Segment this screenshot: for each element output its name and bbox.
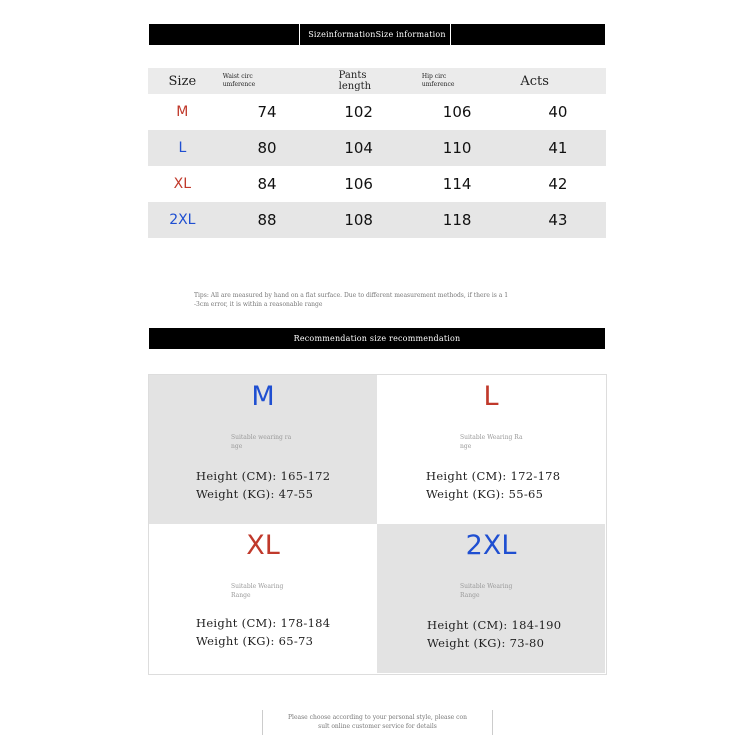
row-size: M xyxy=(176,104,189,120)
row-hip: 114 xyxy=(442,175,472,193)
row-pants: 104 xyxy=(317,130,399,166)
header-divider-box xyxy=(299,24,451,45)
suitable-line-2: Range xyxy=(231,592,251,599)
card-m xyxy=(149,375,377,524)
suitable-line-2: nge xyxy=(231,443,243,450)
row-size: XL xyxy=(173,176,192,192)
row-hip: 110 xyxy=(400,130,515,166)
suitable-line-1: Suitable Wearing Ra xyxy=(460,434,523,441)
card-l xyxy=(377,375,605,524)
note-line-1: Please choose according to your personal style, please con xyxy=(288,714,467,721)
size-information-header xyxy=(149,24,605,45)
header-pants-length xyxy=(317,68,399,94)
recommendation-grid xyxy=(148,374,607,675)
recommendation-header xyxy=(149,328,605,349)
row-acts: 42 xyxy=(548,175,568,193)
card-suitable-label xyxy=(460,582,512,600)
row-pants: 106 xyxy=(344,175,373,193)
card-weight: Weight (KG): 65-73 xyxy=(196,634,314,648)
card-size: L xyxy=(483,381,499,412)
header-waist xyxy=(217,68,318,94)
row-acts: 40 xyxy=(548,103,568,121)
card-measurements xyxy=(426,467,560,503)
row-waist: 88 xyxy=(217,202,318,238)
header-pants-text: Pants length xyxy=(338,70,372,92)
note-line-2: sult online customer service for details xyxy=(318,723,437,730)
size-information-title: SizeinformationSize information xyxy=(308,30,446,39)
suitable-line-1: Suitable wearing ra xyxy=(231,434,292,441)
suitable-line-1: Suitable Wearing xyxy=(460,583,513,590)
header-hip xyxy=(400,68,515,94)
card-height: Height (CM): 184-190 xyxy=(427,618,562,632)
card-weight: Weight (KG): 47-55 xyxy=(196,487,314,501)
row-acts: 41 xyxy=(514,130,606,166)
customer-service-note xyxy=(262,710,493,735)
card-size: XL xyxy=(246,530,280,561)
row-waist: 80 xyxy=(217,130,318,166)
header-acts: Acts xyxy=(514,68,606,94)
measurement-tips xyxy=(194,291,564,309)
tips-line-1: Tips: All are measured by hand on a flat surface. Due to different measurement methods, if there is a 1 xyxy=(194,292,509,299)
card-height: Height (CM): 178-184 xyxy=(196,616,331,630)
suitable-line-1: Suitable Wearing xyxy=(231,583,284,590)
suitable-line-2: Range xyxy=(460,592,480,599)
card-measurements xyxy=(427,616,561,652)
size-table xyxy=(148,68,606,238)
table-row-xl xyxy=(148,166,606,202)
row-hip: 106 xyxy=(442,103,472,121)
card-xl xyxy=(149,524,377,673)
row-waist: 74 xyxy=(257,103,277,121)
card-2xl xyxy=(377,524,605,673)
table-header-row xyxy=(148,68,606,94)
row-acts: 43 xyxy=(514,202,606,238)
card-size: 2XL xyxy=(465,530,517,561)
card-suitable-label xyxy=(460,433,523,451)
table-row-2xl xyxy=(148,202,606,238)
card-suitable-label xyxy=(231,582,283,600)
row-pants: 108 xyxy=(317,202,399,238)
row-size: L xyxy=(148,130,217,166)
row-pants: 102 xyxy=(344,103,373,121)
card-measurements xyxy=(196,614,330,650)
card-suitable-label xyxy=(231,433,291,451)
card-weight: Weight (KG): 73-80 xyxy=(427,636,545,650)
table-row-m xyxy=(148,94,606,130)
tips-line-2: -3cm error, it is within a reasonable range xyxy=(194,301,323,308)
card-weight: Weight (KG): 55-65 xyxy=(426,487,544,501)
header-hip-text: Hip circ umference xyxy=(421,73,455,88)
table-row-l xyxy=(148,130,606,166)
suitable-line-2: nge xyxy=(460,443,472,450)
row-size: 2XL xyxy=(148,202,217,238)
card-height: Height (CM): 165-172 xyxy=(196,469,331,483)
card-height: Height (CM): 172-178 xyxy=(426,469,561,483)
row-waist: 84 xyxy=(257,175,277,193)
header-size: Size xyxy=(148,68,217,94)
header-waist-text: Waist circ umference xyxy=(222,73,256,88)
row-hip: 118 xyxy=(400,202,515,238)
card-size: M xyxy=(251,381,275,412)
recommendation-title: Recommendation size recommendation xyxy=(293,334,461,343)
card-measurements xyxy=(196,467,330,503)
